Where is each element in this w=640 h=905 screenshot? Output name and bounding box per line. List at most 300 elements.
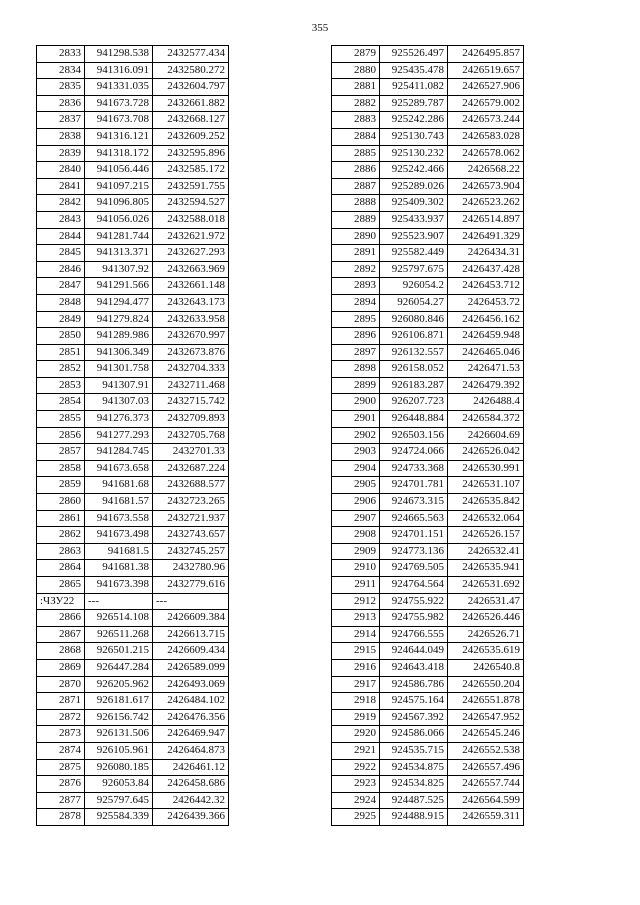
- table-row: [37, 776, 229, 793]
- y-coordinate-cell: 2432585.172: [153, 162, 229, 179]
- table-row: [332, 709, 524, 726]
- y-coordinate-cell: 2432745.257: [153, 543, 229, 560]
- table-row: [37, 527, 229, 544]
- x-coordinate-cell: 941318.172: [85, 145, 153, 162]
- point-number-cell: 2874: [37, 742, 85, 759]
- y-coordinate-cell: 2432594.527: [153, 195, 229, 212]
- point-number-cell: 2883: [332, 112, 380, 129]
- table-row: [37, 411, 229, 428]
- table-row: [332, 444, 524, 461]
- table-row: [37, 577, 229, 594]
- y-coordinate-cell: 2432723.265: [153, 494, 229, 511]
- x-coordinate-cell: 925411.082: [380, 79, 448, 96]
- y-coordinate-cell: 2426545.246: [448, 726, 524, 743]
- y-coordinate-cell: 2426453.72: [448, 294, 524, 311]
- y-coordinate-cell: 2432577.434: [153, 46, 229, 63]
- point-number-cell: 2841: [37, 178, 85, 195]
- x-coordinate-cell: 941316.121: [85, 128, 153, 145]
- table-row: [332, 693, 524, 710]
- point-number-cell: 2920: [332, 726, 380, 743]
- y-coordinate-cell: 2432743.657: [153, 527, 229, 544]
- x-coordinate-cell: 924766.555: [380, 626, 448, 643]
- x-coordinate-cell: 926080.846: [380, 311, 448, 328]
- y-coordinate-cell: 2426535.842: [448, 494, 524, 511]
- y-coordinate-cell: 2426584.372: [448, 411, 524, 428]
- x-coordinate-cell: 941673.498: [85, 527, 153, 544]
- x-coordinate-cell: 926501.215: [85, 643, 153, 660]
- point-number-cell: 2871: [37, 693, 85, 710]
- point-number-cell: :ЧЗУ22: [37, 593, 85, 610]
- y-coordinate-cell: 2426531.692: [448, 577, 524, 594]
- x-coordinate-cell: 925435.478: [380, 62, 448, 79]
- x-coordinate-cell: 926448.884: [380, 411, 448, 428]
- table-row: [332, 79, 524, 96]
- point-number-cell: 2880: [332, 62, 380, 79]
- table-row: [332, 195, 524, 212]
- x-coordinate-cell: 926511.268: [85, 626, 153, 643]
- table-row: [332, 626, 524, 643]
- x-coordinate-cell: 924755.922: [380, 593, 448, 610]
- point-number-cell: 2887: [332, 178, 380, 195]
- y-coordinate-cell: 2426535.941: [448, 560, 524, 577]
- point-number-cell: 2916: [332, 659, 380, 676]
- x-coordinate-cell: 941097.215: [85, 178, 153, 195]
- y-coordinate-cell: 2426453.712: [448, 278, 524, 295]
- y-coordinate-cell: 2426557.744: [448, 776, 524, 793]
- y-coordinate-cell: 2426532.064: [448, 510, 524, 527]
- y-coordinate-cell: ---: [153, 593, 229, 610]
- y-coordinate-cell: 2426557.496: [448, 759, 524, 776]
- point-number-cell: 2889: [332, 211, 380, 228]
- x-coordinate-cell: 941301.758: [85, 361, 153, 378]
- table-row: [37, 228, 229, 245]
- x-coordinate-cell: 924586.066: [380, 726, 448, 743]
- y-coordinate-cell: 2432591.755: [153, 178, 229, 195]
- table-row: [37, 427, 229, 444]
- y-coordinate-cell: 2426514.897: [448, 211, 524, 228]
- table-row: [332, 726, 524, 743]
- x-coordinate-cell: 941056.026: [85, 211, 153, 228]
- point-number-cell: 2846: [37, 261, 85, 278]
- table-row: [37, 394, 229, 411]
- point-number-cell: 2922: [332, 759, 380, 776]
- point-number-cell: 2908: [332, 527, 380, 544]
- y-coordinate-cell: 2432670.997: [153, 328, 229, 345]
- y-coordinate-cell: 2426464.873: [153, 742, 229, 759]
- y-coordinate-cell: 2426491.329: [448, 228, 524, 245]
- point-number-cell: 2901: [332, 411, 380, 428]
- y-coordinate-cell: 2426484.102: [153, 693, 229, 710]
- y-coordinate-cell: 2432687.224: [153, 460, 229, 477]
- y-coordinate-cell: 2426439.366: [153, 809, 229, 826]
- table-row: [332, 328, 524, 345]
- table-row: [37, 742, 229, 759]
- point-number-cell: 2885: [332, 145, 380, 162]
- table-row: [332, 776, 524, 793]
- coordinates-table-left: [36, 45, 229, 826]
- table-row: [332, 643, 524, 660]
- x-coordinate-cell: 941307.03: [85, 394, 153, 411]
- point-number-cell: 2857: [37, 444, 85, 461]
- point-number-cell: 2860: [37, 494, 85, 511]
- point-number-cell: 2840: [37, 162, 85, 179]
- table-row: [332, 311, 524, 328]
- point-number-cell: 2910: [332, 560, 380, 577]
- y-coordinate-cell: 2426530.991: [448, 460, 524, 477]
- x-coordinate-cell: 924534.825: [380, 776, 448, 793]
- x-coordinate-cell: 941681.57: [85, 494, 153, 511]
- y-coordinate-cell: 2432668.127: [153, 112, 229, 129]
- point-number-cell: 2882: [332, 95, 380, 112]
- x-coordinate-cell: 941307.92: [85, 261, 153, 278]
- table-row: [332, 460, 524, 477]
- x-coordinate-cell: 941056.446: [85, 162, 153, 179]
- table-row: [37, 709, 229, 726]
- x-coordinate-cell: 941298.538: [85, 46, 153, 63]
- x-coordinate-cell: 926054.2: [380, 278, 448, 295]
- x-coordinate-cell: 941681.38: [85, 560, 153, 577]
- point-number-cell: 2862: [37, 527, 85, 544]
- table-row: [332, 261, 524, 278]
- y-coordinate-cell: 2432663.969: [153, 261, 229, 278]
- y-coordinate-cell: 2432604.797: [153, 79, 229, 96]
- table-row: [37, 294, 229, 311]
- y-coordinate-cell: 2426471.53: [448, 361, 524, 378]
- y-coordinate-cell: 2432633.958: [153, 311, 229, 328]
- y-coordinate-cell: 2432701.33: [153, 444, 229, 461]
- y-coordinate-cell: 2432609.252: [153, 128, 229, 145]
- x-coordinate-cell: 941096.805: [85, 195, 153, 212]
- y-coordinate-cell: 2426535.619: [448, 643, 524, 660]
- point-number-cell: 2861: [37, 510, 85, 527]
- y-coordinate-cell: 2432588.018: [153, 211, 229, 228]
- point-number-cell: 2834: [37, 62, 85, 79]
- table-row: [37, 643, 229, 660]
- y-coordinate-cell: 2426573.244: [448, 112, 524, 129]
- y-coordinate-cell: 2426564.599: [448, 792, 524, 809]
- y-coordinate-cell: 2426442.32: [153, 792, 229, 809]
- point-number-cell: 2914: [332, 626, 380, 643]
- y-coordinate-cell: 2426479.392: [448, 377, 524, 394]
- coordinates-table-right: [331, 45, 524, 826]
- point-number-cell: 2867: [37, 626, 85, 643]
- table-row: [37, 195, 229, 212]
- x-coordinate-cell: 925242.286: [380, 112, 448, 129]
- point-number-cell: 2853: [37, 377, 85, 394]
- y-coordinate-cell: 2432709.893: [153, 411, 229, 428]
- point-number-cell: 2838: [37, 128, 85, 145]
- point-number-cell: 2899: [332, 377, 380, 394]
- x-coordinate-cell: 924733.368: [380, 460, 448, 477]
- x-coordinate-cell: 925289.787: [380, 95, 448, 112]
- point-number-cell: 2873: [37, 726, 85, 743]
- x-coordinate-cell: 924673.315: [380, 494, 448, 511]
- point-number-cell: 2905: [332, 477, 380, 494]
- table-row: [37, 444, 229, 461]
- x-coordinate-cell: 925130.743: [380, 128, 448, 145]
- table-row: [332, 294, 524, 311]
- table-row: [37, 726, 229, 743]
- x-coordinate-cell: 941673.398: [85, 577, 153, 594]
- table-row: [37, 62, 229, 79]
- y-coordinate-cell: 2432643.173: [153, 294, 229, 311]
- y-coordinate-cell: 2426551.878: [448, 693, 524, 710]
- y-coordinate-cell: 2426459.948: [448, 328, 524, 345]
- point-number-cell: 2896: [332, 328, 380, 345]
- table-row: [332, 577, 524, 594]
- point-number-cell: 2890: [332, 228, 380, 245]
- table-row: [37, 128, 229, 145]
- point-number-cell: 2868: [37, 643, 85, 660]
- y-coordinate-cell: 2426437.428: [448, 261, 524, 278]
- point-number-cell: 2906: [332, 494, 380, 511]
- point-number-cell: 2903: [332, 444, 380, 461]
- x-coordinate-cell: 941673.728: [85, 95, 153, 112]
- y-coordinate-cell: 2426526.042: [448, 444, 524, 461]
- x-coordinate-cell: 926080.185: [85, 759, 153, 776]
- x-coordinate-cell: 924534.875: [380, 759, 448, 776]
- y-coordinate-cell: 2432661.148: [153, 278, 229, 295]
- y-coordinate-cell: 2426559.311: [448, 809, 524, 826]
- table-row: [332, 610, 524, 627]
- point-number-cell: 2924: [332, 792, 380, 809]
- x-coordinate-cell: 925130.232: [380, 145, 448, 162]
- point-number-cell: 2866: [37, 610, 85, 627]
- x-coordinate-cell: 941673.658: [85, 460, 153, 477]
- point-number-cell: 2923: [332, 776, 380, 793]
- x-coordinate-cell: 941306.349: [85, 344, 153, 361]
- point-number-cell: 2891: [332, 245, 380, 262]
- point-number-cell: 2876: [37, 776, 85, 793]
- table-row: [332, 543, 524, 560]
- x-coordinate-cell: 926105.961: [85, 742, 153, 759]
- point-number-cell: 2843: [37, 211, 85, 228]
- y-coordinate-cell: 2426550.204: [448, 676, 524, 693]
- y-coordinate-cell: 2426526.71: [448, 626, 524, 643]
- point-number-cell: 2895: [332, 311, 380, 328]
- x-coordinate-cell: 941279.824: [85, 311, 153, 328]
- table-row: [37, 494, 229, 511]
- y-coordinate-cell: 2432688.577: [153, 477, 229, 494]
- y-coordinate-cell: 2426523.262: [448, 195, 524, 212]
- x-coordinate-cell: 924665.563: [380, 510, 448, 527]
- table-row: [332, 377, 524, 394]
- y-coordinate-cell: 2426469.947: [153, 726, 229, 743]
- x-coordinate-cell: 924644.049: [380, 643, 448, 660]
- point-number-cell: 2904: [332, 460, 380, 477]
- table-row: [332, 792, 524, 809]
- table-row: [332, 95, 524, 112]
- table-row: [332, 394, 524, 411]
- y-coordinate-cell: 2426613.715: [153, 626, 229, 643]
- table-row: [332, 809, 524, 826]
- x-coordinate-cell: 924487.525: [380, 792, 448, 809]
- table-row: [37, 79, 229, 96]
- x-coordinate-cell: 941281.744: [85, 228, 153, 245]
- point-number-cell: 2863: [37, 543, 85, 560]
- point-number-cell: 2915: [332, 643, 380, 660]
- x-coordinate-cell: 924769.505: [380, 560, 448, 577]
- point-number-cell: 2888: [332, 195, 380, 212]
- table-row: [37, 162, 229, 179]
- table-row: [332, 527, 524, 544]
- point-number-cell: 2833: [37, 46, 85, 63]
- table-row: [37, 344, 229, 361]
- x-coordinate-cell: 941284.745: [85, 444, 153, 461]
- table-row: [332, 344, 524, 361]
- table-row: [332, 145, 524, 162]
- table-row: [37, 809, 229, 826]
- point-number-cell: 2870: [37, 676, 85, 693]
- table-row: [332, 278, 524, 295]
- table-row: [332, 46, 524, 63]
- x-coordinate-cell: 941681.68: [85, 477, 153, 494]
- x-coordinate-cell: 926447.284: [85, 659, 153, 676]
- point-number-cell: 2925: [332, 809, 380, 826]
- table-row: [37, 328, 229, 345]
- y-coordinate-cell: 2426458.686: [153, 776, 229, 793]
- table-row: [37, 693, 229, 710]
- y-coordinate-cell: 2426578.062: [448, 145, 524, 162]
- point-number-cell: 2921: [332, 742, 380, 759]
- table-row: [37, 46, 229, 63]
- table-row: [332, 494, 524, 511]
- point-number-cell: 2897: [332, 344, 380, 361]
- y-coordinate-cell: 2426519.657: [448, 62, 524, 79]
- y-coordinate-cell: 2432580.272: [153, 62, 229, 79]
- y-coordinate-cell: 2426526.157: [448, 527, 524, 544]
- y-coordinate-cell: 2426568.22: [448, 162, 524, 179]
- y-coordinate-cell: 2426488.4: [448, 394, 524, 411]
- point-number-cell: 2845: [37, 245, 85, 262]
- table-row: [37, 112, 229, 129]
- table-row: [37, 543, 229, 560]
- table-row: [37, 593, 229, 610]
- y-coordinate-cell: 2426589.099: [153, 659, 229, 676]
- x-coordinate-cell: 924575.164: [380, 693, 448, 710]
- point-number-cell: 2881: [332, 79, 380, 96]
- point-number-cell: 2865: [37, 577, 85, 594]
- table-row: [37, 560, 229, 577]
- point-number-cell: 2918: [332, 693, 380, 710]
- x-coordinate-cell: 926207.723: [380, 394, 448, 411]
- table-row: [332, 162, 524, 179]
- point-number-cell: 2875: [37, 759, 85, 776]
- point-number-cell: 2858: [37, 460, 85, 477]
- x-coordinate-cell: 941307.91: [85, 377, 153, 394]
- x-coordinate-cell: 926053.84: [85, 776, 153, 793]
- table-row: [37, 759, 229, 776]
- y-coordinate-cell: 2426583.028: [448, 128, 524, 145]
- x-coordinate-cell: 941289.986: [85, 328, 153, 345]
- x-coordinate-cell: 926106.871: [380, 328, 448, 345]
- x-coordinate-cell: 924724.066: [380, 444, 448, 461]
- y-coordinate-cell: 2426532.41: [448, 543, 524, 560]
- point-number-cell: 2842: [37, 195, 85, 212]
- y-coordinate-cell: 2432661.882: [153, 95, 229, 112]
- point-number-cell: 2851: [37, 344, 85, 361]
- point-number-cell: 2919: [332, 709, 380, 726]
- point-number-cell: 2893: [332, 278, 380, 295]
- table-row: [37, 211, 229, 228]
- table-row: [332, 560, 524, 577]
- y-coordinate-cell: 2426531.107: [448, 477, 524, 494]
- x-coordinate-cell: 924586.786: [380, 676, 448, 693]
- table-row: [37, 145, 229, 162]
- x-coordinate-cell: 926054.27: [380, 294, 448, 311]
- table-row: [37, 610, 229, 627]
- y-coordinate-cell: 2432721.937: [153, 510, 229, 527]
- x-coordinate-cell: 941673.558: [85, 510, 153, 527]
- x-coordinate-cell: 925433.937: [380, 211, 448, 228]
- y-coordinate-cell: 2432711.468: [153, 377, 229, 394]
- x-coordinate-cell: 926181.617: [85, 693, 153, 710]
- x-coordinate-cell: 924773.136: [380, 543, 448, 560]
- point-number-cell: 2894: [332, 294, 380, 311]
- x-coordinate-cell: 924535.715: [380, 742, 448, 759]
- y-coordinate-cell: 2426609.384: [153, 610, 229, 627]
- coordinates-table-left-body: [37, 46, 229, 826]
- x-coordinate-cell: 924567.392: [380, 709, 448, 726]
- x-coordinate-cell: 941294.477: [85, 294, 153, 311]
- table-row: [37, 278, 229, 295]
- table-row: [332, 593, 524, 610]
- x-coordinate-cell: 924701.781: [380, 477, 448, 494]
- y-coordinate-cell: 2426434.31: [448, 245, 524, 262]
- point-number-cell: 2878: [37, 809, 85, 826]
- table-row: [332, 112, 524, 129]
- y-coordinate-cell: 2426527.906: [448, 79, 524, 96]
- y-coordinate-cell: 2432715.742: [153, 394, 229, 411]
- y-coordinate-cell: 2432704.333: [153, 361, 229, 378]
- x-coordinate-cell: 941277.293: [85, 427, 153, 444]
- point-number-cell: 2912: [332, 593, 380, 610]
- point-number-cell: 2879: [332, 46, 380, 63]
- point-number-cell: 2884: [332, 128, 380, 145]
- point-number-cell: 2836: [37, 95, 85, 112]
- x-coordinate-cell: 925523.907: [380, 228, 448, 245]
- table-row: [332, 411, 524, 428]
- x-coordinate-cell: 941681.5: [85, 543, 153, 560]
- point-number-cell: 2892: [332, 261, 380, 278]
- point-number-cell: 2898: [332, 361, 380, 378]
- x-coordinate-cell: 926183.287: [380, 377, 448, 394]
- y-coordinate-cell: 2426526.446: [448, 610, 524, 627]
- y-coordinate-cell: 2426552.538: [448, 742, 524, 759]
- table-row: [37, 361, 229, 378]
- table-row: [332, 477, 524, 494]
- y-coordinate-cell: 2432705.768: [153, 427, 229, 444]
- table-row: [332, 676, 524, 693]
- point-number-cell: 2835: [37, 79, 85, 96]
- table-row: [37, 261, 229, 278]
- x-coordinate-cell: 926514.108: [85, 610, 153, 627]
- table-row: [332, 228, 524, 245]
- y-coordinate-cell: 2432621.972: [153, 228, 229, 245]
- table-row: [37, 460, 229, 477]
- y-coordinate-cell: 2426495.857: [448, 46, 524, 63]
- table-row: [37, 510, 229, 527]
- y-coordinate-cell: 2432595.896: [153, 145, 229, 162]
- point-number-cell: 2864: [37, 560, 85, 577]
- x-coordinate-cell: 941291.566: [85, 278, 153, 295]
- point-number-cell: 2848: [37, 294, 85, 311]
- y-coordinate-cell: 2426493.069: [153, 676, 229, 693]
- point-number-cell: 2869: [37, 659, 85, 676]
- x-coordinate-cell: 926132.557: [380, 344, 448, 361]
- y-coordinate-cell: 2426465.046: [448, 344, 524, 361]
- x-coordinate-cell: 941673.708: [85, 112, 153, 129]
